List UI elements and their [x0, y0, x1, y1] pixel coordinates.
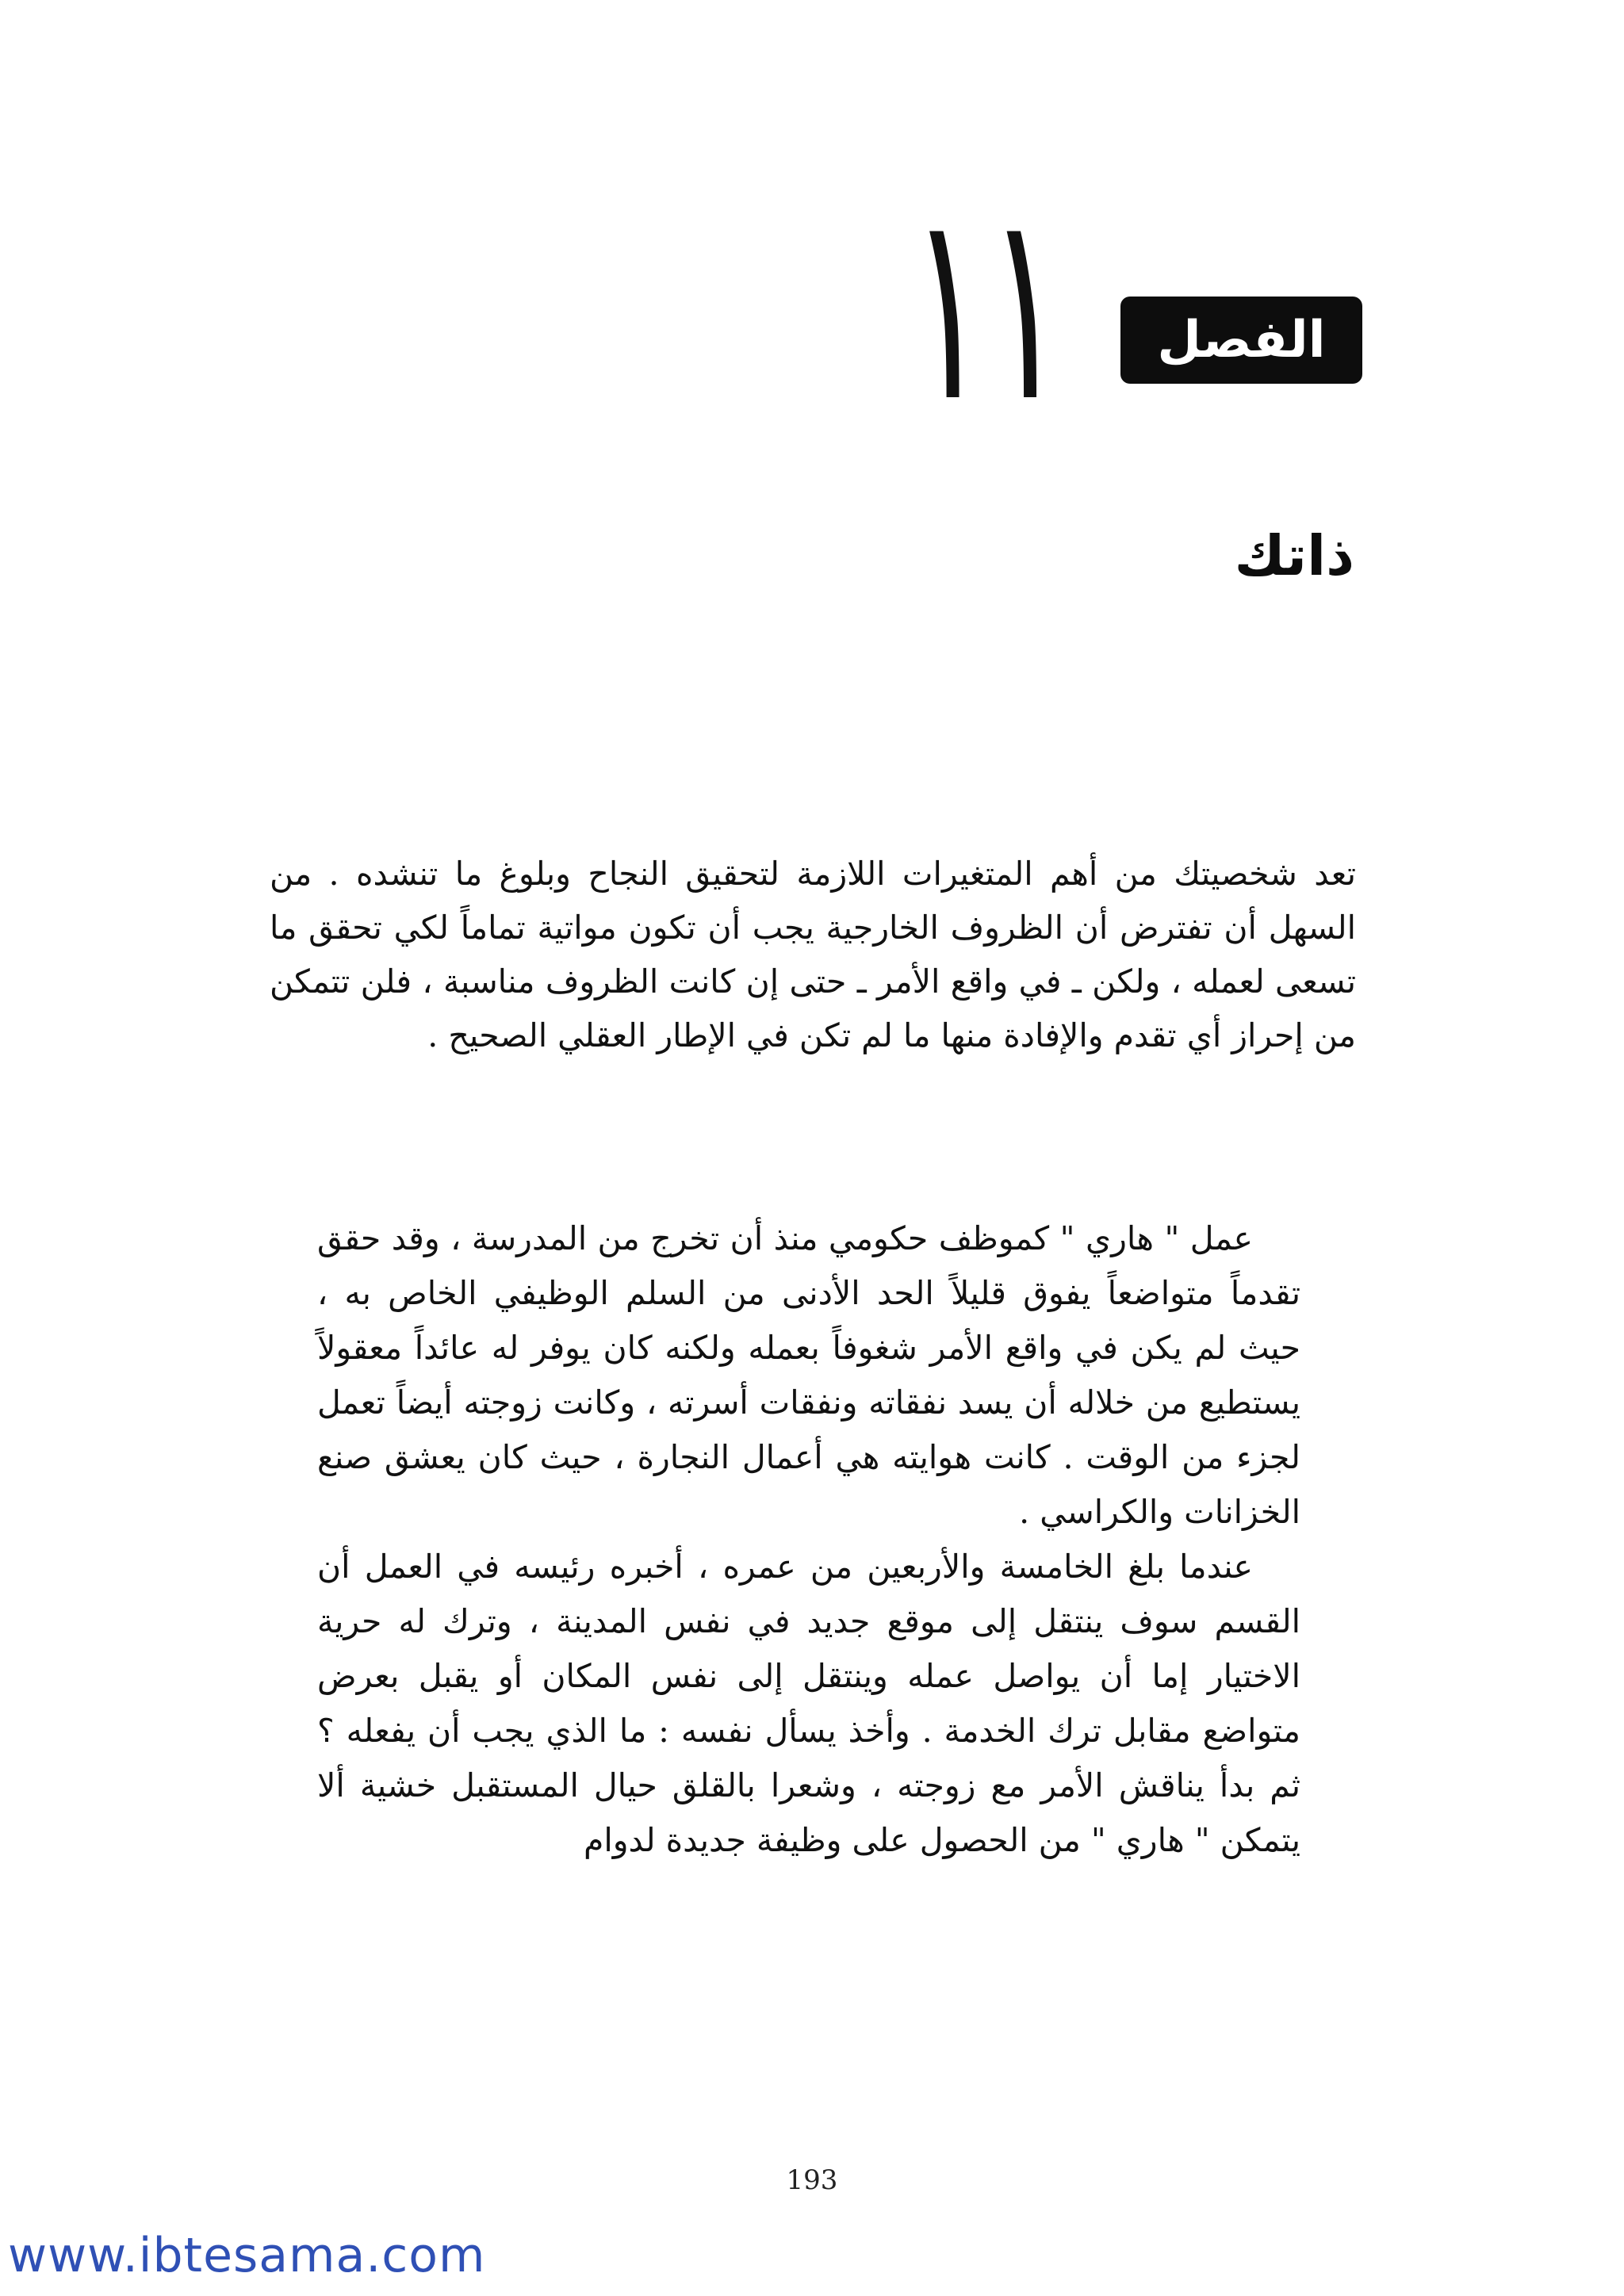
chapter-title: ذاتك: [1234, 523, 1354, 588]
chapter-badge: الفصل: [1120, 297, 1362, 384]
page-number: 193: [786, 2164, 838, 2196]
story-paragraph: عمل " هاري " كموظف حكومي منذ أن تخرج من المدرسة ، وقد حقق تقدماً متواضعاً يفوق قليلاً الحد الأدنى من السلم الوظيفي الخاص به ، حيث لم يكن في واقع الأمر شغوفاً بعمله ولكنه كان يوفر له عائداً معقولاً يستطيع من خلاله أن يسد نفقاته ونفقات أسرته ، وكانت زوجته أيضاً تعمل لجزء من الوقت . كانت هوايته هي أعمال النجارة ، حيث كان يعشق صنع الخزانات والكراسي .: [317, 1219, 1300, 1531]
intro-paragraph: تعد شخصيتك من أهم المتغيرات اللازمة لتحقيق النجاح وبلوغ ما تنشده . من السهل أن تفترض أن الظروف الخارجية يجب أن تكون مواتية تماماً لكي تحقق ما تسعى لعمله ، ولكن ـ في واقع الأمر ـ حتى إن كانت الظروف مناسبة ، فلن تتمكن من إحراز أي تقدم والإفادة منها ما لم تكن في الإطار العقلي الصحيح .: [270, 855, 1356, 1054]
chapter-header: [856, 155, 1364, 459]
story-paragraph: عندما بلغ الخامسة والأربعين من عمره ، أخبره رئيسه في العمل أن القسم سوف ينتقل إلى موقع جديد في نفس المدينة ، وترك له حرية الاختيار إما أن يواصل عمله وينتقل إلى نفس المكان أو يقبل بعرض متواضع مقابل ترك الخدمة . وأخذ يسأل نفسه : ما الذي يجب أن يفعله ؟ ثم بدأ يناقش الأمر مع زوجته ، وشعرا بالقلق حيال المستقبل خشية ألا يتمكن " هاري " من الحصول على وظيفة جديدة لدوام: [317, 1548, 1300, 1859]
story-section: [317, 1211, 1300, 1868]
chapter-number: ١١: [910, 155, 1065, 459]
watermark-url: www.ibtesama.com: [8, 2228, 486, 2283]
